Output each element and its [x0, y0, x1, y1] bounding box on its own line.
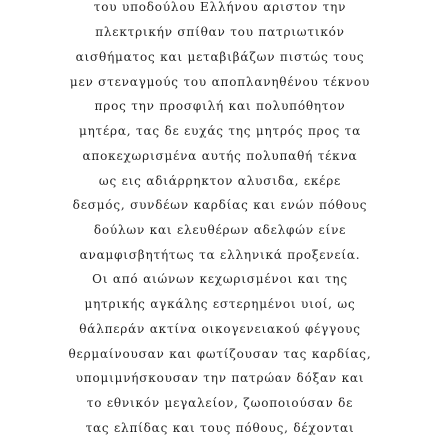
text-line: αναμφισβητήτως τα ελληνικά προξενεία.	[79, 248, 361, 262]
text-line: πλεκτρικήν σπίθαν του πατριωτικόν	[95, 25, 345, 39]
text-line: Οι από αιώνων κεχωρισμένοι και της	[92, 272, 348, 286]
text-line: αισθήματος και μεταβιβάζων πιστώς τους	[75, 50, 365, 64]
text-line: αποκεχωρισμένα αυτής πολυπαθή τέκνα	[82, 149, 358, 163]
text-line: μεν στεναγμούς του αποπλανηθένου τέκνου	[69, 75, 371, 89]
text-line: του υποδούλου Ελλήνου αριστον την	[93, 0, 347, 14]
text-line: θάλπεράν ακτίνα οικογενειακού φέγγους	[79, 322, 361, 336]
text-line: δεσμός, συνδέων καρδίας και ενών πόθους	[72, 198, 368, 212]
text-line: δούλων και ελευθέρων αδελφών είνε	[93, 223, 347, 237]
text-line: προς την προσφιλή και πολυπόθητον	[94, 99, 346, 113]
text-line: θερμαίνουσαν και φωτίζουσαν τας καρδίας,	[68, 347, 372, 361]
text-line: ως εις αδιάρρηκτον αλυσιδα, εκέρε	[98, 174, 342, 188]
text-line: μητέρα, τας δε ευχάς της μητρός προς τα	[78, 124, 362, 138]
text-line: τας ελπίδας και τους πόθους, δέχονται	[85, 421, 355, 435]
text-line: υπομιμνήσκουσαν την πατρώαν δόξαν και	[75, 371, 365, 385]
text-line: το εθνικόν μεγαλείον, ζωοποιούσαν δε	[86, 396, 354, 410]
text-line: μητρικής αγκάλης εστερημένοι υιοί, ως	[84, 297, 356, 311]
